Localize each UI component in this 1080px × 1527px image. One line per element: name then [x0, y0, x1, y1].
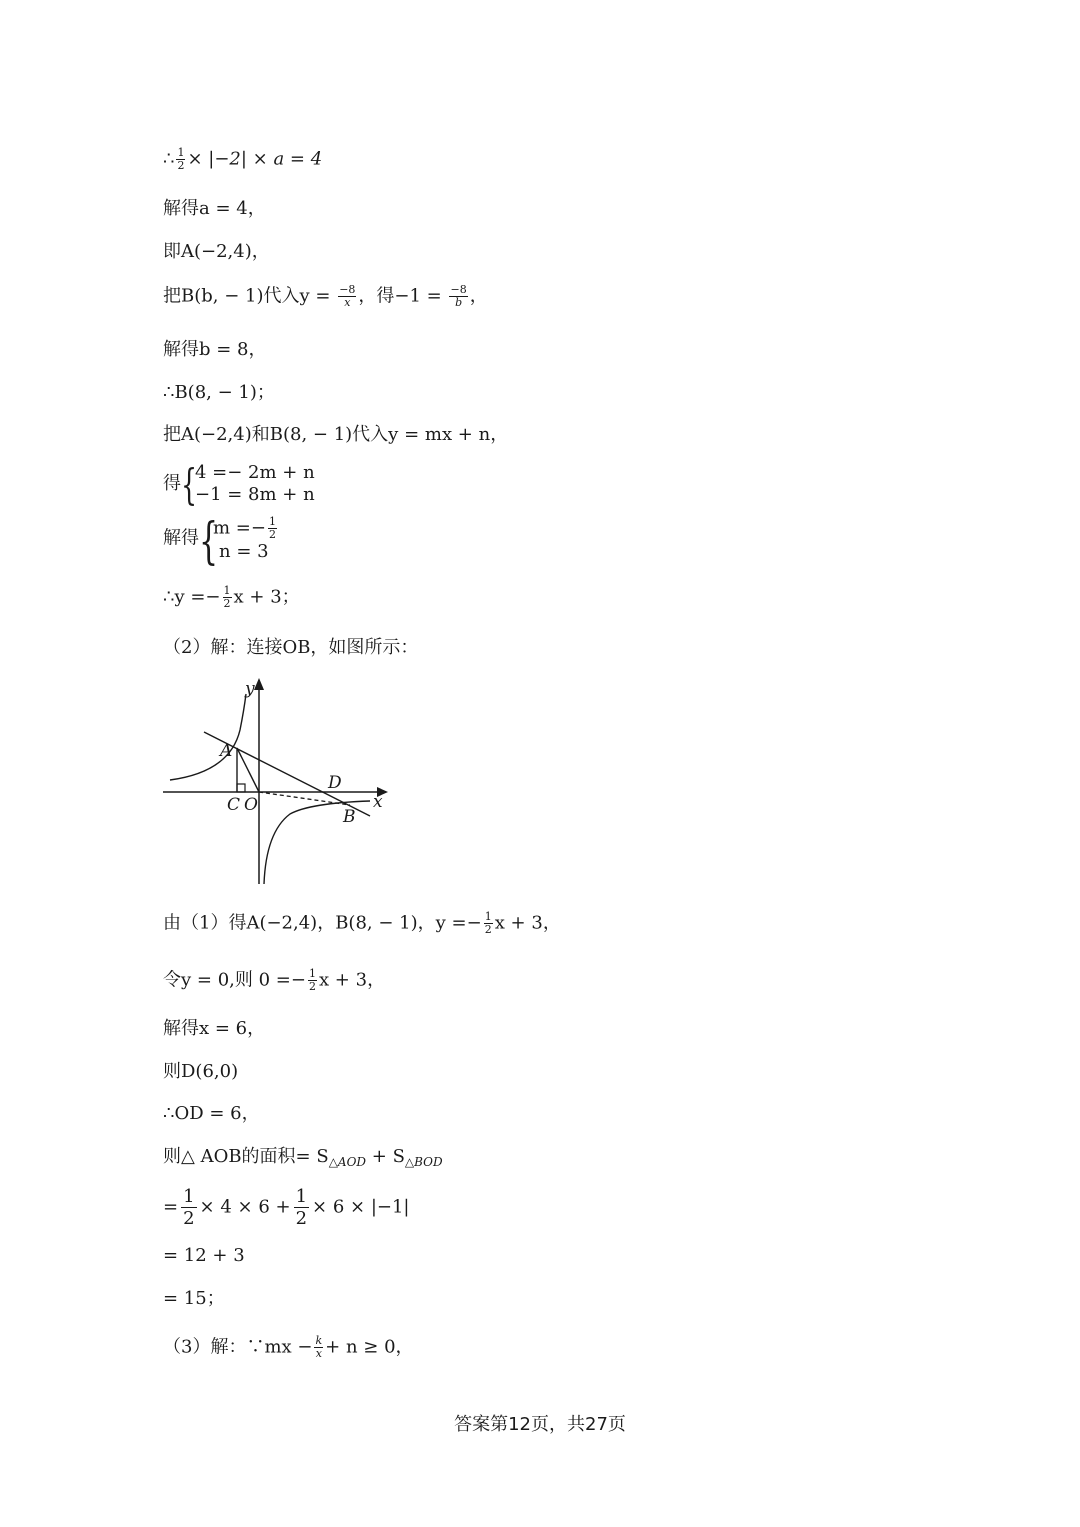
label-o: O — [244, 795, 258, 815]
line-sum: = 12 + 3 — [163, 1245, 245, 1266]
coordinate-figure — [160, 672, 400, 892]
right-angle-mark — [237, 784, 245, 792]
line-result: = 15； — [163, 1288, 225, 1309]
line-set-y-zero: 令y = 0,则 0 =− $\frac{1}{2}$ x + 3， — [163, 967, 386, 993]
line-solution-system: 解得 { m =− $\frac{1}{2}$ n = 3 — [163, 512, 276, 570]
line-equation-system: 得 { 4 =− 2m + n −1 = 8m + n — [163, 460, 315, 509]
line-solve-b: 解得b = 8， — [163, 339, 267, 360]
label-b: B — [343, 807, 356, 827]
line-area-equation: ∴ $\frac{1}{2}$ × |−2| × a = 4 — [163, 146, 323, 172]
line-area-sum: 则△ AOB的面积= $S_{\triangle AOD} + S_{\triangle BOD}$ — [163, 1146, 443, 1169]
line-od-length: ∴OD = 6， — [163, 1103, 260, 1124]
page-footer: 答案第12页，共27页 — [454, 1414, 626, 1435]
line-substitute-b: 把B(b, − 1)代入y = $\frac{-8}{x}$ ，得−1 = $\frac{-8}{b}$ ， — [163, 283, 488, 309]
y-axis-arrow — [254, 678, 264, 690]
label-y: y — [245, 679, 255, 699]
line-part3: （3）解：∵mx − $\frac{k}{x}$ + n ≥ 0， — [163, 1334, 414, 1360]
line-point-b: ∴B(8, − 1)； — [163, 382, 275, 403]
label-a: A — [220, 741, 233, 761]
line-point-a: 即A(−2,4)， — [163, 241, 270, 262]
line-point-d: 则D(6,0) — [163, 1061, 239, 1082]
line-part2-heading: （2）解：连接OB，如图所示： — [163, 637, 419, 658]
line-from-part1: 由（1）得A(−2,4)，B(8, − 1)，y =− $\frac{1}{2}$ x + 3， — [163, 910, 561, 936]
line-area-calc: = $\frac{1}{2}$ × 4 × 6 + $\frac{1}{2}$ × 6 × |−1| — [163, 1186, 410, 1229]
label-d: D — [328, 773, 342, 793]
hyperbola-upper-left — [170, 694, 246, 780]
line-solve-x: 解得x = 6， — [163, 1018, 266, 1039]
line-linear-function: ∴y =− $\frac{1}{2}$ x + 3； — [163, 584, 300, 610]
label-x: x — [373, 792, 383, 812]
line-solve-a: 解得a = 4， — [163, 198, 266, 219]
label-c: C — [227, 795, 241, 815]
line-substitute-ab: 把A(−2,4)和B(8, − 1)代入y = mx + n， — [163, 424, 509, 445]
